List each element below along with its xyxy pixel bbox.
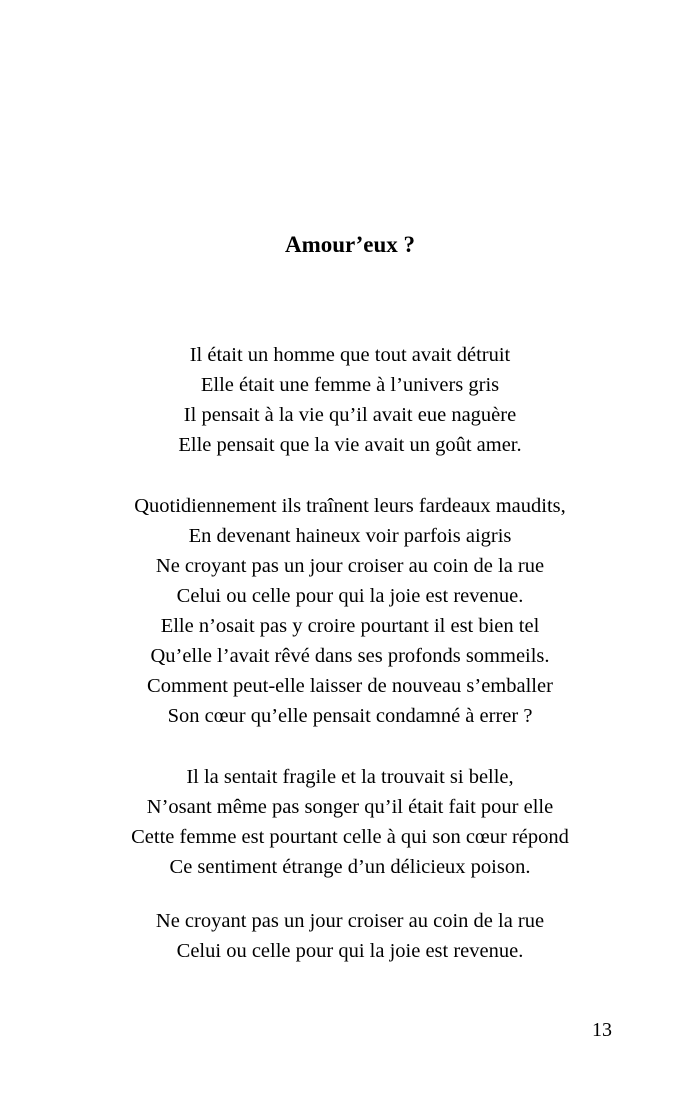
poem-line: Son cœur qu’elle pensait condamné à errer ? xyxy=(167,705,533,727)
stanza xyxy=(0,906,700,966)
stanza xyxy=(0,340,700,460)
stanza xyxy=(0,491,700,731)
poem-line: Quotidiennement ils traînent leurs fardeaux maudits, xyxy=(134,495,566,517)
poem-line: Celui ou celle pour qui la joie est revenue. xyxy=(176,940,524,962)
poem-line: Elle pensait que la vie avait un goût amer. xyxy=(178,434,522,456)
poem-line: Ne croyant pas un jour croiser au coin de la rue xyxy=(155,555,545,577)
poem-line: Cette femme est pourtant celle à qui son cœur répond xyxy=(131,826,569,848)
poem-title: Amour’eux ? xyxy=(284,232,416,257)
stanza xyxy=(0,762,700,882)
poem-line: Qu’elle l’avait rêvé dans ses profonds sommeils. xyxy=(150,645,550,667)
poem-line: Elle n’osait pas y croire pourtant il est bien tel xyxy=(160,615,540,637)
poem-line: Comment peut-elle laisser de nouveau s’emballer xyxy=(147,675,553,697)
poem-line: N’osant même pas songer qu’il était fait pour elle xyxy=(146,796,554,818)
poem-line: Il la sentait fragile et la trouvait si belle, xyxy=(186,766,514,788)
poem-line: Elle était une femme à l’univers gris xyxy=(200,374,500,396)
poem-body xyxy=(0,340,700,966)
poem-line: En devenant haineux voir parfois aigris xyxy=(188,525,512,547)
poem-line: Celui ou celle pour qui la joie est revenue. xyxy=(176,585,524,607)
poem-line: Il était un homme que tout avait détruit xyxy=(189,344,511,366)
poem-line: Ne croyant pas un jour croiser au coin de la rue xyxy=(155,910,545,932)
poem-line: Il pensait à la vie qu’il avait eue naguère xyxy=(183,404,517,426)
page-number: 13 xyxy=(592,1019,612,1041)
poem-line: Ce sentiment étrange d’un délicieux poison. xyxy=(169,856,531,878)
